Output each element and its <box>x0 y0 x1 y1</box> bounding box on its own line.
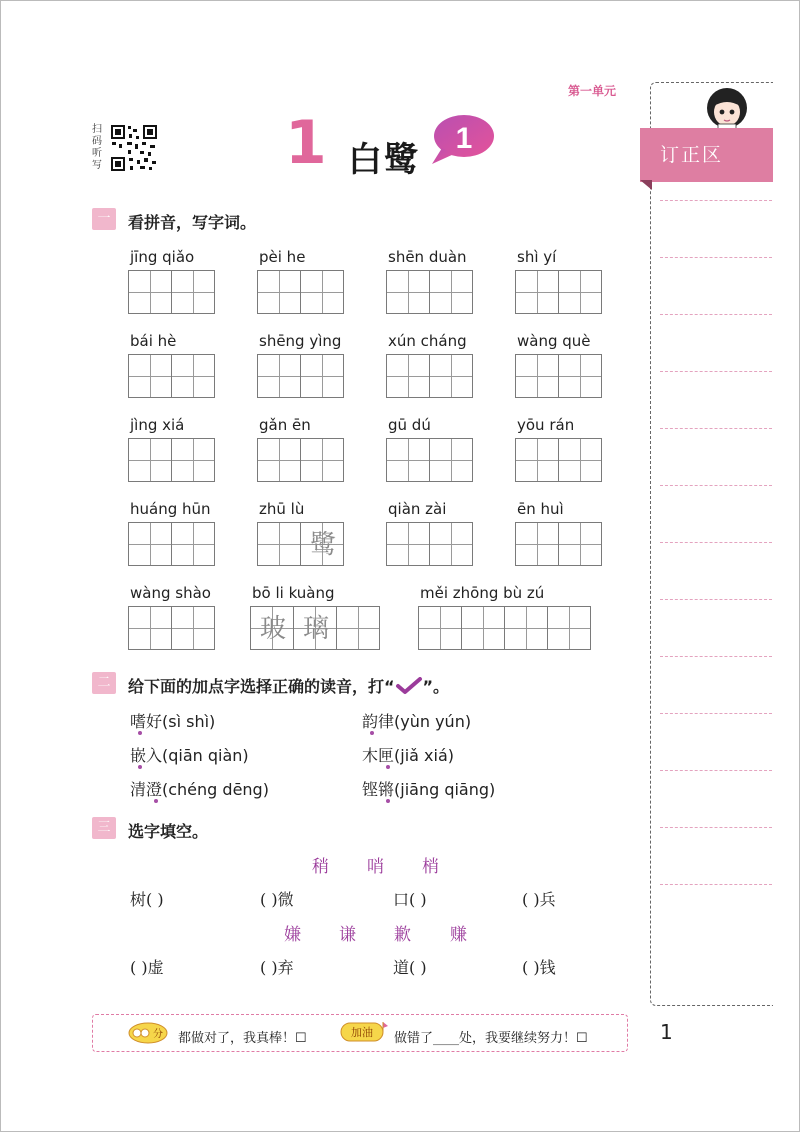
correction-line <box>660 884 772 885</box>
correction-line <box>660 200 772 201</box>
fill-blank[interactable]: 口( ) <box>393 890 427 909</box>
writing-cell[interactable] <box>257 354 301 398</box>
writing-grid[interactable] <box>515 270 602 314</box>
lesson-title: 白鹭 <box>348 140 420 180</box>
fill-blank[interactable]: ( )虚 <box>130 958 164 977</box>
correction-line <box>660 713 772 714</box>
writing-cell[interactable] <box>171 270 215 314</box>
writing-cell[interactable] <box>257 438 301 482</box>
writing-grid[interactable] <box>128 354 215 398</box>
choice-char: 歉 <box>394 925 411 945</box>
pinyin-label: wàng shào <box>130 584 211 602</box>
reading-item: 木匣(jiǎ xiá) <box>362 746 454 765</box>
section3-badge: 三 <box>92 817 116 839</box>
section1-badge: 一 <box>92 208 116 230</box>
writing-cell[interactable] <box>515 522 559 566</box>
choice-char: 谦 <box>339 925 356 945</box>
writing-cell[interactable] <box>418 606 462 650</box>
pinyin-label: shēng yìng <box>259 332 342 350</box>
writing-grid[interactable] <box>515 522 602 566</box>
emphasis-dot <box>154 799 158 803</box>
banner-fold-icon <box>640 180 652 190</box>
correction-line <box>660 485 772 486</box>
writing-grid[interactable] <box>257 522 344 566</box>
section2-title <box>128 674 449 697</box>
section2-title-before: 给下面的加点字选择正确的读音，打“ <box>128 677 395 696</box>
writing-grid[interactable] <box>257 354 344 398</box>
prefilled-char: 鹭 <box>309 530 336 560</box>
correction-line <box>660 656 772 657</box>
page-number: 1 <box>660 1020 673 1044</box>
writing-cell[interactable] <box>128 270 172 314</box>
writing-grid[interactable] <box>250 606 380 650</box>
writing-cell[interactable] <box>515 438 559 482</box>
pinyin-label: huáng hūn <box>130 500 211 518</box>
writing-cell[interactable] <box>171 354 215 398</box>
fill-blank[interactable]: ( )兵 <box>522 890 556 909</box>
section2-title-after: ”。 <box>422 677 450 696</box>
writing-cell[interactable] <box>336 606 380 650</box>
writing-grid[interactable] <box>418 606 591 650</box>
writing-cell[interactable] <box>171 522 215 566</box>
reading-item: 清澄(chéng dēng) <box>130 780 269 799</box>
writing-cell[interactable] <box>300 270 344 314</box>
correction-line <box>660 827 772 828</box>
correction-line <box>660 428 772 429</box>
pinyin-label: shēn duàn <box>388 248 467 266</box>
writing-cell[interactable] <box>429 522 473 566</box>
pinyin-label: pèi he <box>259 248 306 266</box>
correction-line <box>660 257 772 258</box>
writing-cell[interactable] <box>293 606 337 650</box>
writing-grid[interactable] <box>386 522 473 566</box>
pinyin-label: wàng què <box>517 332 591 350</box>
score-badge-icon <box>128 1022 168 1044</box>
writing-cell[interactable] <box>300 438 344 482</box>
fill-blank[interactable]: ( )微 <box>260 890 294 909</box>
pinyin-label: xún cháng <box>388 332 467 350</box>
pinyin-label: gū dú <box>388 416 431 434</box>
reading-item: 嵌入(qiān qiàn) <box>130 746 249 765</box>
cheer-badge-text: 加油 <box>351 1026 373 1039</box>
writing-cell[interactable] <box>128 438 172 482</box>
pinyin-label: bái hè <box>130 332 177 350</box>
emphasis-dot <box>138 765 142 769</box>
writing-grid[interactable] <box>128 522 215 566</box>
writing-cell[interactable] <box>386 522 430 566</box>
fill-blank[interactable]: ( )钱 <box>522 958 556 977</box>
writing-cell[interactable] <box>386 438 430 482</box>
correction-line <box>660 770 772 771</box>
girl-mascot-icon <box>700 84 754 132</box>
writing-cell[interactable] <box>250 606 294 650</box>
pinyin-label: ēn huì <box>517 500 564 518</box>
section3-title: 选字填空。 <box>128 822 209 841</box>
reading-item: 韵律(yùn yún) <box>362 712 472 731</box>
writing-cell[interactable] <box>515 354 559 398</box>
choice-char: 嫌 <box>284 925 301 945</box>
writing-cell[interactable] <box>429 438 473 482</box>
fill-blank[interactable]: ( )弃 <box>260 958 294 977</box>
cheer-badge-icon <box>340 1020 390 1044</box>
emphasis-dot <box>386 765 390 769</box>
reading-item: 铿锵(jiāng qiāng) <box>362 780 496 799</box>
writing-grid[interactable] <box>386 354 473 398</box>
footer-text-errors[interactable]: 做错了____处，我要继续努力！☐ <box>394 1031 588 1046</box>
writing-cell[interactable] <box>547 606 591 650</box>
correction-line <box>660 314 772 315</box>
writing-grid[interactable] <box>128 270 215 314</box>
reading-item: 嗜好(sì shì) <box>130 712 216 731</box>
score-badge-text: 分 <box>153 1029 163 1040</box>
writing-cell[interactable] <box>504 606 548 650</box>
footer-text-correct[interactable]: 都做对了，我真棒！☐ <box>178 1031 307 1046</box>
qr-caption: 扫码听写 <box>92 124 102 171</box>
writing-cell[interactable] <box>558 522 602 566</box>
pinyin-label: jìng xiá <box>130 416 185 434</box>
unit-label: 第一单元 <box>568 84 617 98</box>
speech-bubble-icon <box>428 112 496 166</box>
writing-cell[interactable] <box>300 354 344 398</box>
correction-lines <box>660 200 772 941</box>
emphasis-dot <box>386 799 390 803</box>
lesson-number: 1 <box>285 108 327 178</box>
writing-cell[interactable] <box>128 522 172 566</box>
writing-cell[interactable] <box>386 270 430 314</box>
section1-title: 看拼音，写字词。 <box>128 213 257 232</box>
writing-cell[interactable] <box>429 354 473 398</box>
pinyin-label: gǎn ēn <box>259 416 311 434</box>
writing-grid[interactable] <box>257 438 344 482</box>
writing-cell[interactable] <box>128 606 172 650</box>
checkmark-icon <box>395 677 423 695</box>
writing-cell[interactable] <box>558 438 602 482</box>
writing-grid[interactable] <box>515 354 602 398</box>
pinyin-label: shì yí <box>517 248 557 266</box>
pinyin-label: bō li kuàng <box>252 584 335 602</box>
writing-cell[interactable] <box>558 270 602 314</box>
writing-cell[interactable] <box>300 522 344 566</box>
writing-grid[interactable] <box>386 270 473 314</box>
qr-code-icon[interactable] <box>110 124 158 172</box>
choice-char: 哨 <box>367 857 384 877</box>
correction-line <box>660 599 772 600</box>
fill-blank[interactable]: 道( ) <box>393 958 427 977</box>
pinyin-label: qiàn zài <box>388 500 447 518</box>
pinyin-label: yōu rán <box>517 416 575 434</box>
writing-cell[interactable] <box>257 270 301 314</box>
writing-cell[interactable] <box>461 606 505 650</box>
writing-cell[interactable] <box>386 354 430 398</box>
sidebar-title: 订正区 <box>640 128 773 182</box>
writing-grid[interactable] <box>386 438 473 482</box>
section2-badge: 二 <box>92 672 116 694</box>
pinyin-label: měi zhōng bù zú <box>420 584 545 602</box>
prefilled-char: 璃 <box>302 614 329 644</box>
bubble-number: 1 <box>455 122 473 155</box>
pinyin-label: jīng qiǎo <box>130 248 195 266</box>
writing-cell[interactable] <box>429 270 473 314</box>
correction-line <box>660 542 772 543</box>
writing-grid[interactable] <box>128 606 215 650</box>
writing-cell[interactable] <box>558 354 602 398</box>
choice-char: 梢 <box>422 857 439 877</box>
pinyin-label: zhū lù <box>259 500 305 518</box>
prefilled-char: 玻 <box>259 614 286 644</box>
choice-char: 赚 <box>450 925 467 945</box>
writing-cell[interactable] <box>171 438 215 482</box>
writing-grid[interactable] <box>128 438 215 482</box>
writing-cell[interactable] <box>128 354 172 398</box>
writing-grid[interactable] <box>257 270 344 314</box>
writing-cell[interactable] <box>171 606 215 650</box>
fill-blank[interactable]: 树( ) <box>130 890 164 909</box>
writing-cell[interactable] <box>515 270 559 314</box>
emphasis-dot <box>138 731 142 735</box>
correction-line <box>660 371 772 372</box>
writing-grid[interactable] <box>515 438 602 482</box>
emphasis-dot <box>370 731 374 735</box>
choice-char: 稍 <box>312 857 329 877</box>
writing-cell[interactable] <box>257 522 301 566</box>
